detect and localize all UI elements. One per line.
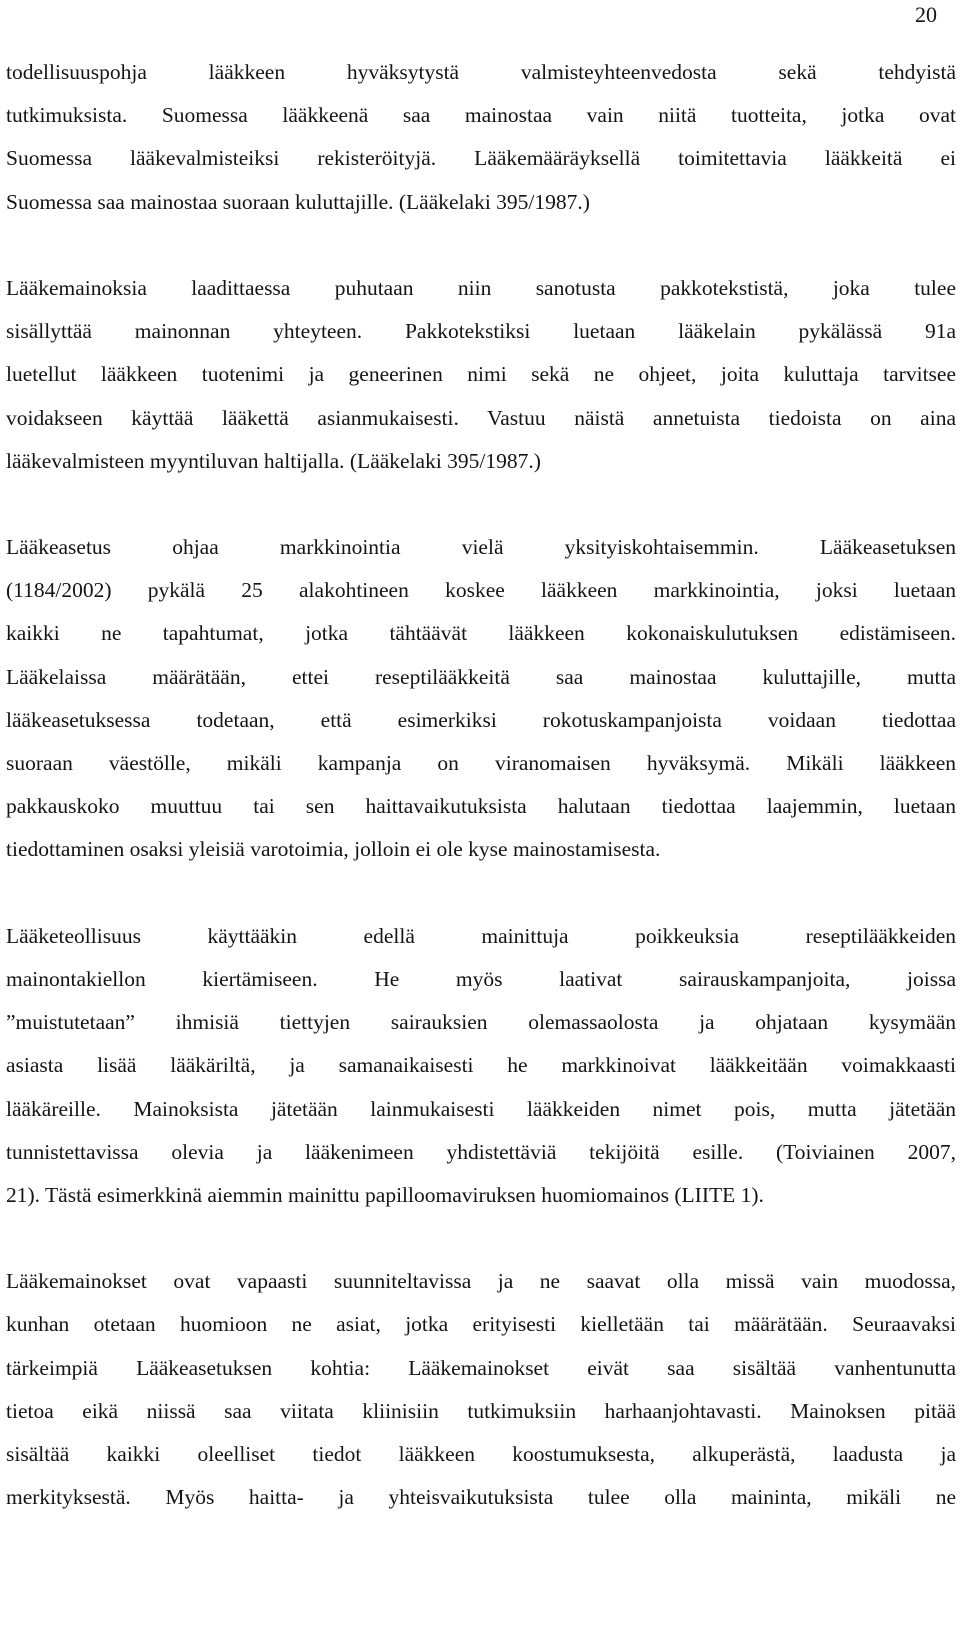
text-line: tutkimuksista. Suomessa lääkkeenä saa mainostaa vain niitä tuotteita, jotka ovat [6, 103, 956, 128]
text-line: kunhan otetaan huomioon ne asiat, jotka erityisesti kielletään tai määrätään. Seuraavaksi [6, 1312, 956, 1337]
text-line: lääkeasetuksessa todetaan, että esimerkiksi rokotuskampanjoista voidaan tiedottaa [6, 707, 956, 732]
text-line: 21). Tästä esimerkkinä aiemmin mainittu papilloomaviruksen huomiomainos (LIITE 1). [6, 1182, 764, 1207]
text-line: luetellut lääkkeen tuotenimi ja geneerinen nimi sekä ne ohjeet, joita kuluttaja tarvitsee [6, 362, 956, 387]
text-line: tietoa eikä niissä saa viitata kliinisiin tutkimuksiin harhaanjohtavasti. Mainoksen pitää [6, 1398, 956, 1423]
text-line: ”muistutetaan” ihmisiä tiettyjen sairauksien olemassaolosta ja ohjataan kysymään [6, 1010, 956, 1035]
text-line: mainontakiellon kiertämiseen. He myös laativat sairauskampanjoita, joissa [6, 966, 956, 991]
text-line: Lääketeollisuus käyttääkin edellä mainittuja poikkeuksia reseptilääkkeiden [6, 923, 956, 948]
text-line: sisältää kaikki oleelliset tiedot lääkkeen koostumuksesta, alkuperästä, laadusta ja [6, 1442, 956, 1466]
text-line: pakkauskoko muuttuu tai sen haittavaikutuksista halutaan tiedottaa laajemmin, luetaan [6, 794, 956, 819]
text-line: kaikki ne tapahtumat, jotka tähtäävät lääkkeen kokonaiskulutuksen edistämiseen. [6, 621, 956, 646]
text-line: Lääkelaissa määrätään, ettei reseptilääkkeitä saa mainostaa kuluttajille, mutta [6, 664, 956, 689]
text-line: tiedottaminen osaksi yleisiä varotoimia, jolloin ei ole kyse mainostamisesta. [6, 837, 661, 862]
paragraph-spacer [6, 224, 956, 267]
paragraph-3 [6, 526, 956, 872]
text-line: Suomessa lääkevalmisteiksi rekisteröityjä. Lääkemääräyksellä toimitettavia lääkkeitä ei [6, 146, 956, 171]
paragraph-1 [6, 51, 956, 224]
text-line: suoraan väestölle, mikäli kampanja on viranomaisen hyväksymä. Mikäli lääkkeen [6, 751, 956, 775]
text-line: Lääkemainoksia laadittaessa puhutaan niin sanotusta pakkotekstistä, joka tulee [6, 275, 956, 300]
text-line: todellisuuspohja lääkkeen hyväksytystä valmisteyhteenvedosta sekä tehdyistä [6, 60, 956, 84]
paragraph-5 [6, 1260, 956, 1519]
text-line: voidakseen käyttää lääkettä asianmukaisesti. Vastuu näistä annetuista tiedoista on aina [6, 405, 956, 430]
page-number: 20 [915, 2, 937, 27]
paragraph-2 [6, 267, 956, 483]
text-line: tunnistettavissa olevia ja lääkenimeen yhdistettäviä tekijöitä esille. (Toiviainen 2007, [6, 1139, 956, 1164]
text-line: (1184/2002) pykälä 25 alakohtineen koskee lääkkeen markkinointia, joksi luetaan [6, 578, 956, 603]
text-line: Lääkeasetus ohjaa markkinointia vielä yksityiskohtaisemmin. Lääkeasetuksen [6, 535, 956, 560]
text-line: lääkevalmisteen myyntiluvan haltijalla. (Lääkelaki 395/1987.) [6, 448, 541, 473]
paragraph-4 [6, 915, 956, 1217]
paragraph-spacer [6, 1217, 956, 1260]
text-line: merkityksestä. Myös haitta- ja yhteisvaikutuksista tulee olla maininta, mikäli ne [6, 1485, 956, 1510]
text-line: sisällyttää mainonnan yhteyteen. Pakkotekstiksi luetaan lääkelain pykälässä 91a [6, 319, 956, 344]
paragraph-spacer [6, 872, 956, 915]
paragraph-spacer [6, 483, 956, 526]
text-line: asiasta lisää lääkäriltä, ja samanaikaisesti he markkinoivat lääkkeitään voimakkaasti [6, 1053, 956, 1078]
text-line: Lääkemainokset ovat vapaasti suunniteltavissa ja ne saavat olla missä vain muodossa, [6, 1269, 956, 1294]
text-line: tärkeimpiä Lääkeasetuksen kohtia: Lääkemainokset eivät saa sisältää vanhentunutta [6, 1355, 956, 1380]
text-line: Suomessa saa mainostaa suoraan kuluttajille. (Lääkelaki 395/1987.) [6, 189, 590, 214]
document-body [6, 51, 956, 1519]
text-line: lääkäreille. Mainoksista jätetään lainmukaisesti lääkkeiden nimet pois, mutta jätetään [6, 1096, 956, 1121]
